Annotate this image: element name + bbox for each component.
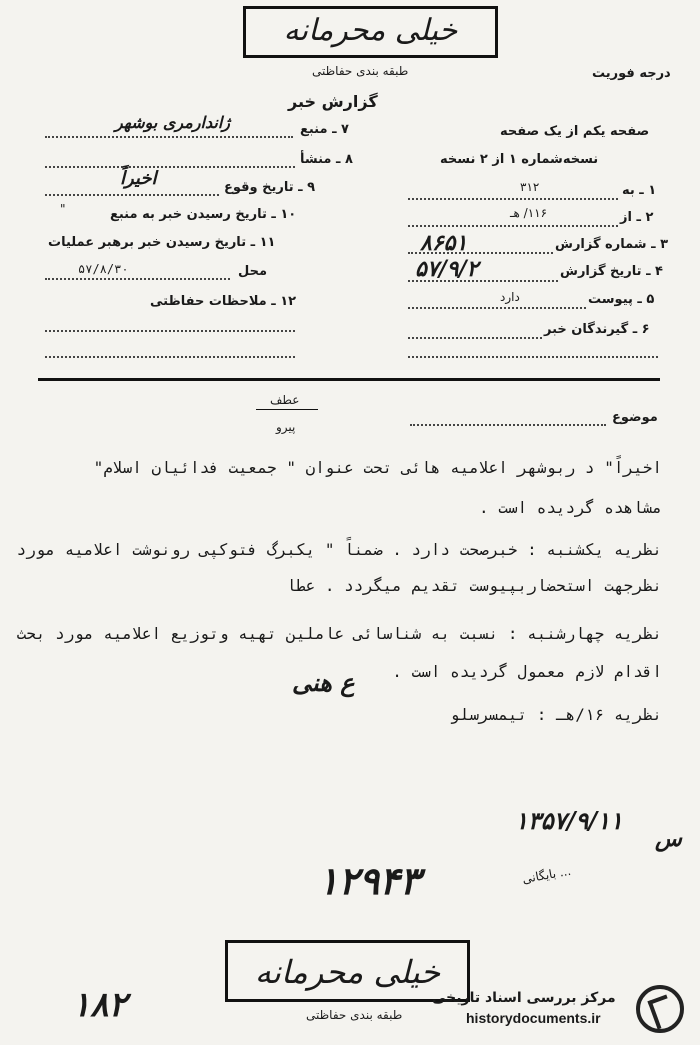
handwritten-number: ۱۲۹۴۳ (318, 858, 421, 903)
to-value: ۳۱۲ (520, 180, 540, 194)
event-date-dots (45, 194, 219, 196)
attachment-dots (408, 307, 586, 309)
body-line-4: نظرجهت استحضاربپیوست تقدیم میگردد . عطا (286, 576, 662, 595)
recipients-dots-2 (408, 356, 658, 358)
receipt-source-label: ۱۰ ـ تاریخ رسیدن خبر به منبع (110, 207, 297, 222)
to-dots (408, 198, 618, 200)
body-line-6: اقدام لازم معمول گردیده است . (392, 662, 662, 681)
attachment-value: دارد (500, 290, 520, 304)
report-number-label: ۳ ـ شماره گزارش (555, 237, 669, 252)
peyro-label: پیرو (276, 420, 296, 434)
top-classification-stamp (243, 6, 498, 58)
report-date-label: ۴ ـ تاریخ گزارش (560, 264, 663, 279)
receipt-ops-date: ۵۷/۸/۳۰ (78, 262, 129, 276)
event-date-value: اخیراً (120, 168, 157, 189)
place-dots (45, 278, 230, 280)
stamp-top-text: خیلی محرمانه (283, 13, 458, 48)
receipt-source-value: " (60, 202, 66, 216)
handwritten-initials: ع هنی (292, 668, 355, 697)
receipt-ops-label: ۱۱ ـ تاریخ رسیدن خبر برهبر عملیات (48, 235, 276, 250)
separator-line (38, 378, 660, 381)
stamp-bottom-text: خیلی محرمانه (254, 953, 441, 991)
classification-label-bottom: طبقه بندی حفاظتی (306, 1008, 403, 1022)
attachment-label: ۵ ـ پیوست (588, 292, 655, 307)
from-dots (408, 225, 618, 227)
atf-underline (256, 409, 318, 410)
report-date-value: ۵۷/۹/۲ (415, 256, 479, 282)
source-dots (45, 136, 293, 138)
from-label: ۲ ـ از (620, 210, 654, 225)
site-logo-icon (636, 985, 684, 1033)
notes-dots-1 (45, 330, 295, 332)
priority-label: درجه فوریت (592, 66, 671, 81)
subject-label: موضوع (612, 410, 658, 425)
body-line-7: نظریه ۱۶/هـ : تیمسرسلو (450, 705, 662, 724)
handwritten-date: ۱۳۵۷/۹/۱۱ (515, 806, 623, 835)
classification-label-top: طبقه بندی حفاظتی (312, 64, 409, 78)
report-number-value: ۸۶۵۱ (420, 230, 468, 256)
from-value: ۱۱۶/ هـ (510, 206, 548, 220)
recipients-dots (408, 337, 542, 339)
site-name: مرکز بررسی اسناد تاریخی (432, 990, 616, 1006)
source-value: ژاندارمری بوشهر (115, 113, 231, 132)
body-line-2: مشاهده گردیده است . (478, 498, 662, 517)
place-label: محل (238, 264, 268, 279)
notes-label: ۱۲ ـ ملاحظات حفاظتی (150, 294, 297, 309)
origin-label: ۸ ـ منشأ (300, 152, 353, 167)
atf-label: عطف (270, 393, 300, 407)
source-label: ۷ ـ منبع (300, 122, 349, 137)
subject-dots (410, 424, 606, 426)
to-label: ۱ ـ به (622, 183, 657, 198)
body-line-5: نظریه چهارشنبه : نسبت به شناسائی عاملین تهیه وتوزیع اعلامیه مورد بحث (16, 624, 662, 643)
body-line-1: اخیراً" د ربوشهر اعلامیه هائی تحت عنوان " جمعیت فدائیان اسلام" (93, 458, 662, 477)
side-note: ... بایگانی (521, 863, 573, 887)
event-date-label: ۹ ـ تاریخ وقوع (224, 180, 316, 195)
report-title: گزارش خبر (288, 92, 378, 111)
side-mark: س (655, 826, 682, 852)
copy-number-field: نسخه‌شماره ۱ از ۲ نسخه (440, 152, 599, 167)
page-number: ۱۸۲ (72, 985, 127, 1025)
page-count-field: صفحه یکم از یک صفحه (500, 124, 650, 139)
origin-dots (45, 166, 295, 168)
notes-dots-2 (45, 356, 295, 358)
recipients-label: ۶ ـ گیرندگان خبر (544, 322, 650, 337)
body-line-3: نظریه یکشنبه : خبرصحت دارد . ضمناً " یکبرگ فتوکپی رونوشت اعلامیه مورد (16, 540, 662, 559)
site-url: historydocuments.ir (466, 1010, 601, 1026)
